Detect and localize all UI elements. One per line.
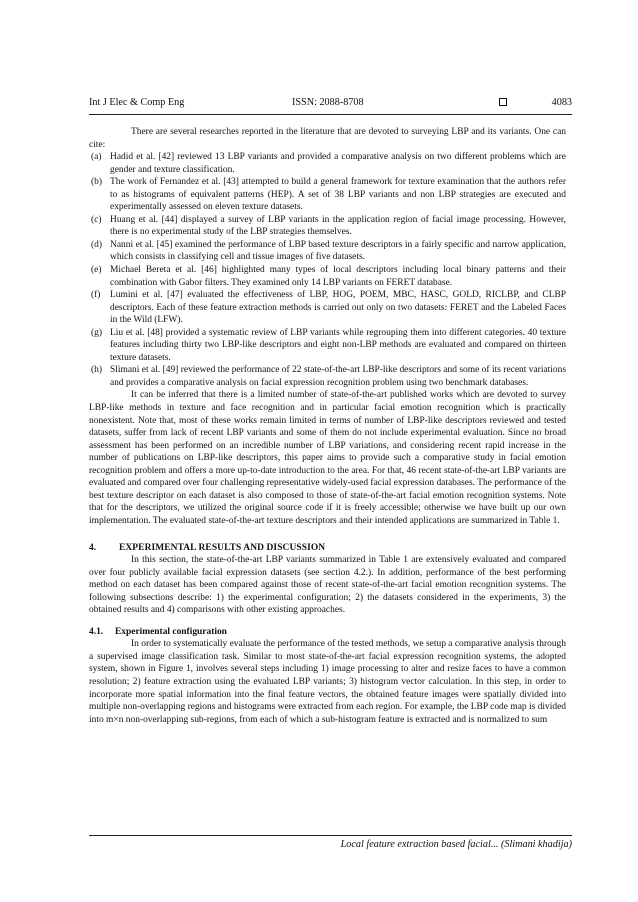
item-label: (c) [91, 214, 102, 225]
journal-name: Int J Elec & Comp Eng [89, 97, 185, 108]
page-number: 4083 [551, 97, 572, 108]
item-text: The work of Fernandez et al. [43] attempted to build a general framework for texture examination that the authors refer to as histograms of equivalent patterns (HEP). A set of 38 LBP variants and non LBP strategies are executed and experimentally assessed on eleven texture datasets. [110, 177, 566, 213]
item-text: Nanni et al. [45] examined the performance of LBP based texture descriptors in a fairly specific and narrow application, which consists in classifying cell and tissue images of five datasets. [110, 239, 566, 263]
item-label: (f) [91, 290, 101, 301]
list-item [89, 239, 566, 264]
issn: ISSN: 2088-8708 [292, 97, 364, 108]
item-label: (d) [91, 239, 103, 250]
list-item [89, 327, 566, 365]
section-paragraph: In this section, the state-of-the-art LBP variants summarized in Table 1 are extensively evaluated and compared over four publicly available facial expression datasets (see section 4.2.). In addition, performance of the best performing method on each dataset has been compared against those of recent state-of-the-art facial emotion recognition systems. The following subsections describe: 1) the experimental configuration; 2) the datasets considered in the experiments, 3) the obtained results and 4) comparisons with other existing approaches. [89, 555, 566, 616]
running-footer: Local feature extraction based facial... (Slimani khadija) [340, 839, 572, 850]
list-item [89, 151, 566, 176]
item-text: Slimani et al. [49] reviewed the performance of 22 state-of-the-art LBP-like descriptors and some of its recent variations and provides a comparative analysis on facial expression recognition problem using two benchmark databases. [110, 365, 566, 388]
subsection-heading [89, 626, 566, 639]
list-item [89, 214, 566, 239]
header-rule [89, 114, 572, 115]
item-label: (b) [91, 177, 103, 188]
item-label: (h) [91, 365, 103, 376]
section-title: EXPERIMENTAL RESULTS AND DISCUSSION [119, 542, 326, 553]
item-label: (e) [91, 265, 102, 276]
subsection-title: Experimental configuration [115, 626, 227, 637]
square-icon [499, 98, 507, 106]
survey-list [89, 151, 566, 389]
body-text [89, 126, 566, 726]
list-item [89, 364, 566, 389]
item-text: Hadid et al. [42] reviewed 13 LBP variants and provided a comparative analysis on two different problems which are gender and texture classification. [110, 152, 566, 175]
subsection-number: 4.1. [89, 626, 104, 637]
list-item [89, 264, 566, 289]
list-item [89, 289, 566, 327]
list-item [89, 176, 566, 214]
section-heading [89, 542, 566, 555]
item-text: Huang et al. [44] displayed a survey of LBP variants in the application region of facial image processing. However, there is no experimental study of the LBP strategies themselves. [110, 214, 566, 238]
discussion-paragraph: It can be inferred that there is a limited number of state-of-the-art published works which are devoted to survey LBP-like methods in texture and face recognition and in particular facial emotion recognition which is practically nonexistent. Note that, most of these works remain limited in terms of number of LBP-like descriptors reviewed and tested datasets, suffer from lack of recent LBP variants and some of them do not include experimental evaluation. Since no broad assessment has been performed on an incredible number of LBP variations, and considering recent rapid increase in the number of publications on LBP-like descriptors, this paper aims to provide such a comparative study in facial emotion recognition problem and offers a more up-to-date introduction to the area. For that, 46 recent state-of-the-art LBP variants are evaluated and compared over four challenging representative widely-used facial expression databases. The performance of the best texture descriptor on each dataset is also composed to those of state-of-the-art facial emotion recognition systems. Note that for the descriptors, we utilized the original source code if it is freely accessible; otherwise we have built up our own implementation. The evaluated state-of-the-art texture descriptors and their intended applications are summarized in Table 1. [89, 390, 566, 526]
item-label: (a) [91, 152, 102, 163]
running-header [89, 97, 572, 111]
intro-paragraph: There are several researches reported in the literature that are devoted to surveying LBP and its variants. One can cite: [89, 127, 566, 150]
item-text: Michael Bereta et al. [46] highlighted many types of local descriptors including local binary patterns and their combination with Gabor filters. They examined only 14 LBP variants on FERET database. [110, 265, 566, 288]
item-label: (g) [91, 327, 103, 338]
item-text: Liu et al. [48] provided a systematic review of LBP variants while regrouping them into different categories. 40 texture features including thirty two LBP-like descriptors and eight non-LBP methods are evaluated and compared on thirteen texture datasets. [110, 327, 566, 363]
section-number: 4. [89, 542, 97, 553]
item-text: Lumini et al. [47] evaluated the effectiveness of LBP, HOG, POEM, MBC, HASC, GOLD, RICLBP, and CLBP descriptors. Each of these feature extraction methods is carried out only on two datasets: FERET and the Labeled Faces in the Wild (LFW). [110, 290, 566, 326]
subsection-paragraph: In order to systematically evaluate the performance of the tested methods, we setup a comparative analysis through a supervised image classification task. Similar to most state-of-the-art facial expression recognition systems, the adopted system, shown in Figure 1, involves several steps including 1) image processing to alter and resize faces to have a common resolution; 2) feature extraction using the evaluated LBP variants; 3) histogram vector calculation. In this step, in order to incorporate more spatial information into the final feature vectors, the obtained feature images were spatially divided into multiple non-overlapping regions and histograms were extracted from each region. For example, the LBP code map is divided into m×n non-overlapping sub-regions, from each of which a sub-histogram feature is extracted and is normalized to sum [89, 639, 566, 725]
footer-rule [89, 835, 572, 836]
